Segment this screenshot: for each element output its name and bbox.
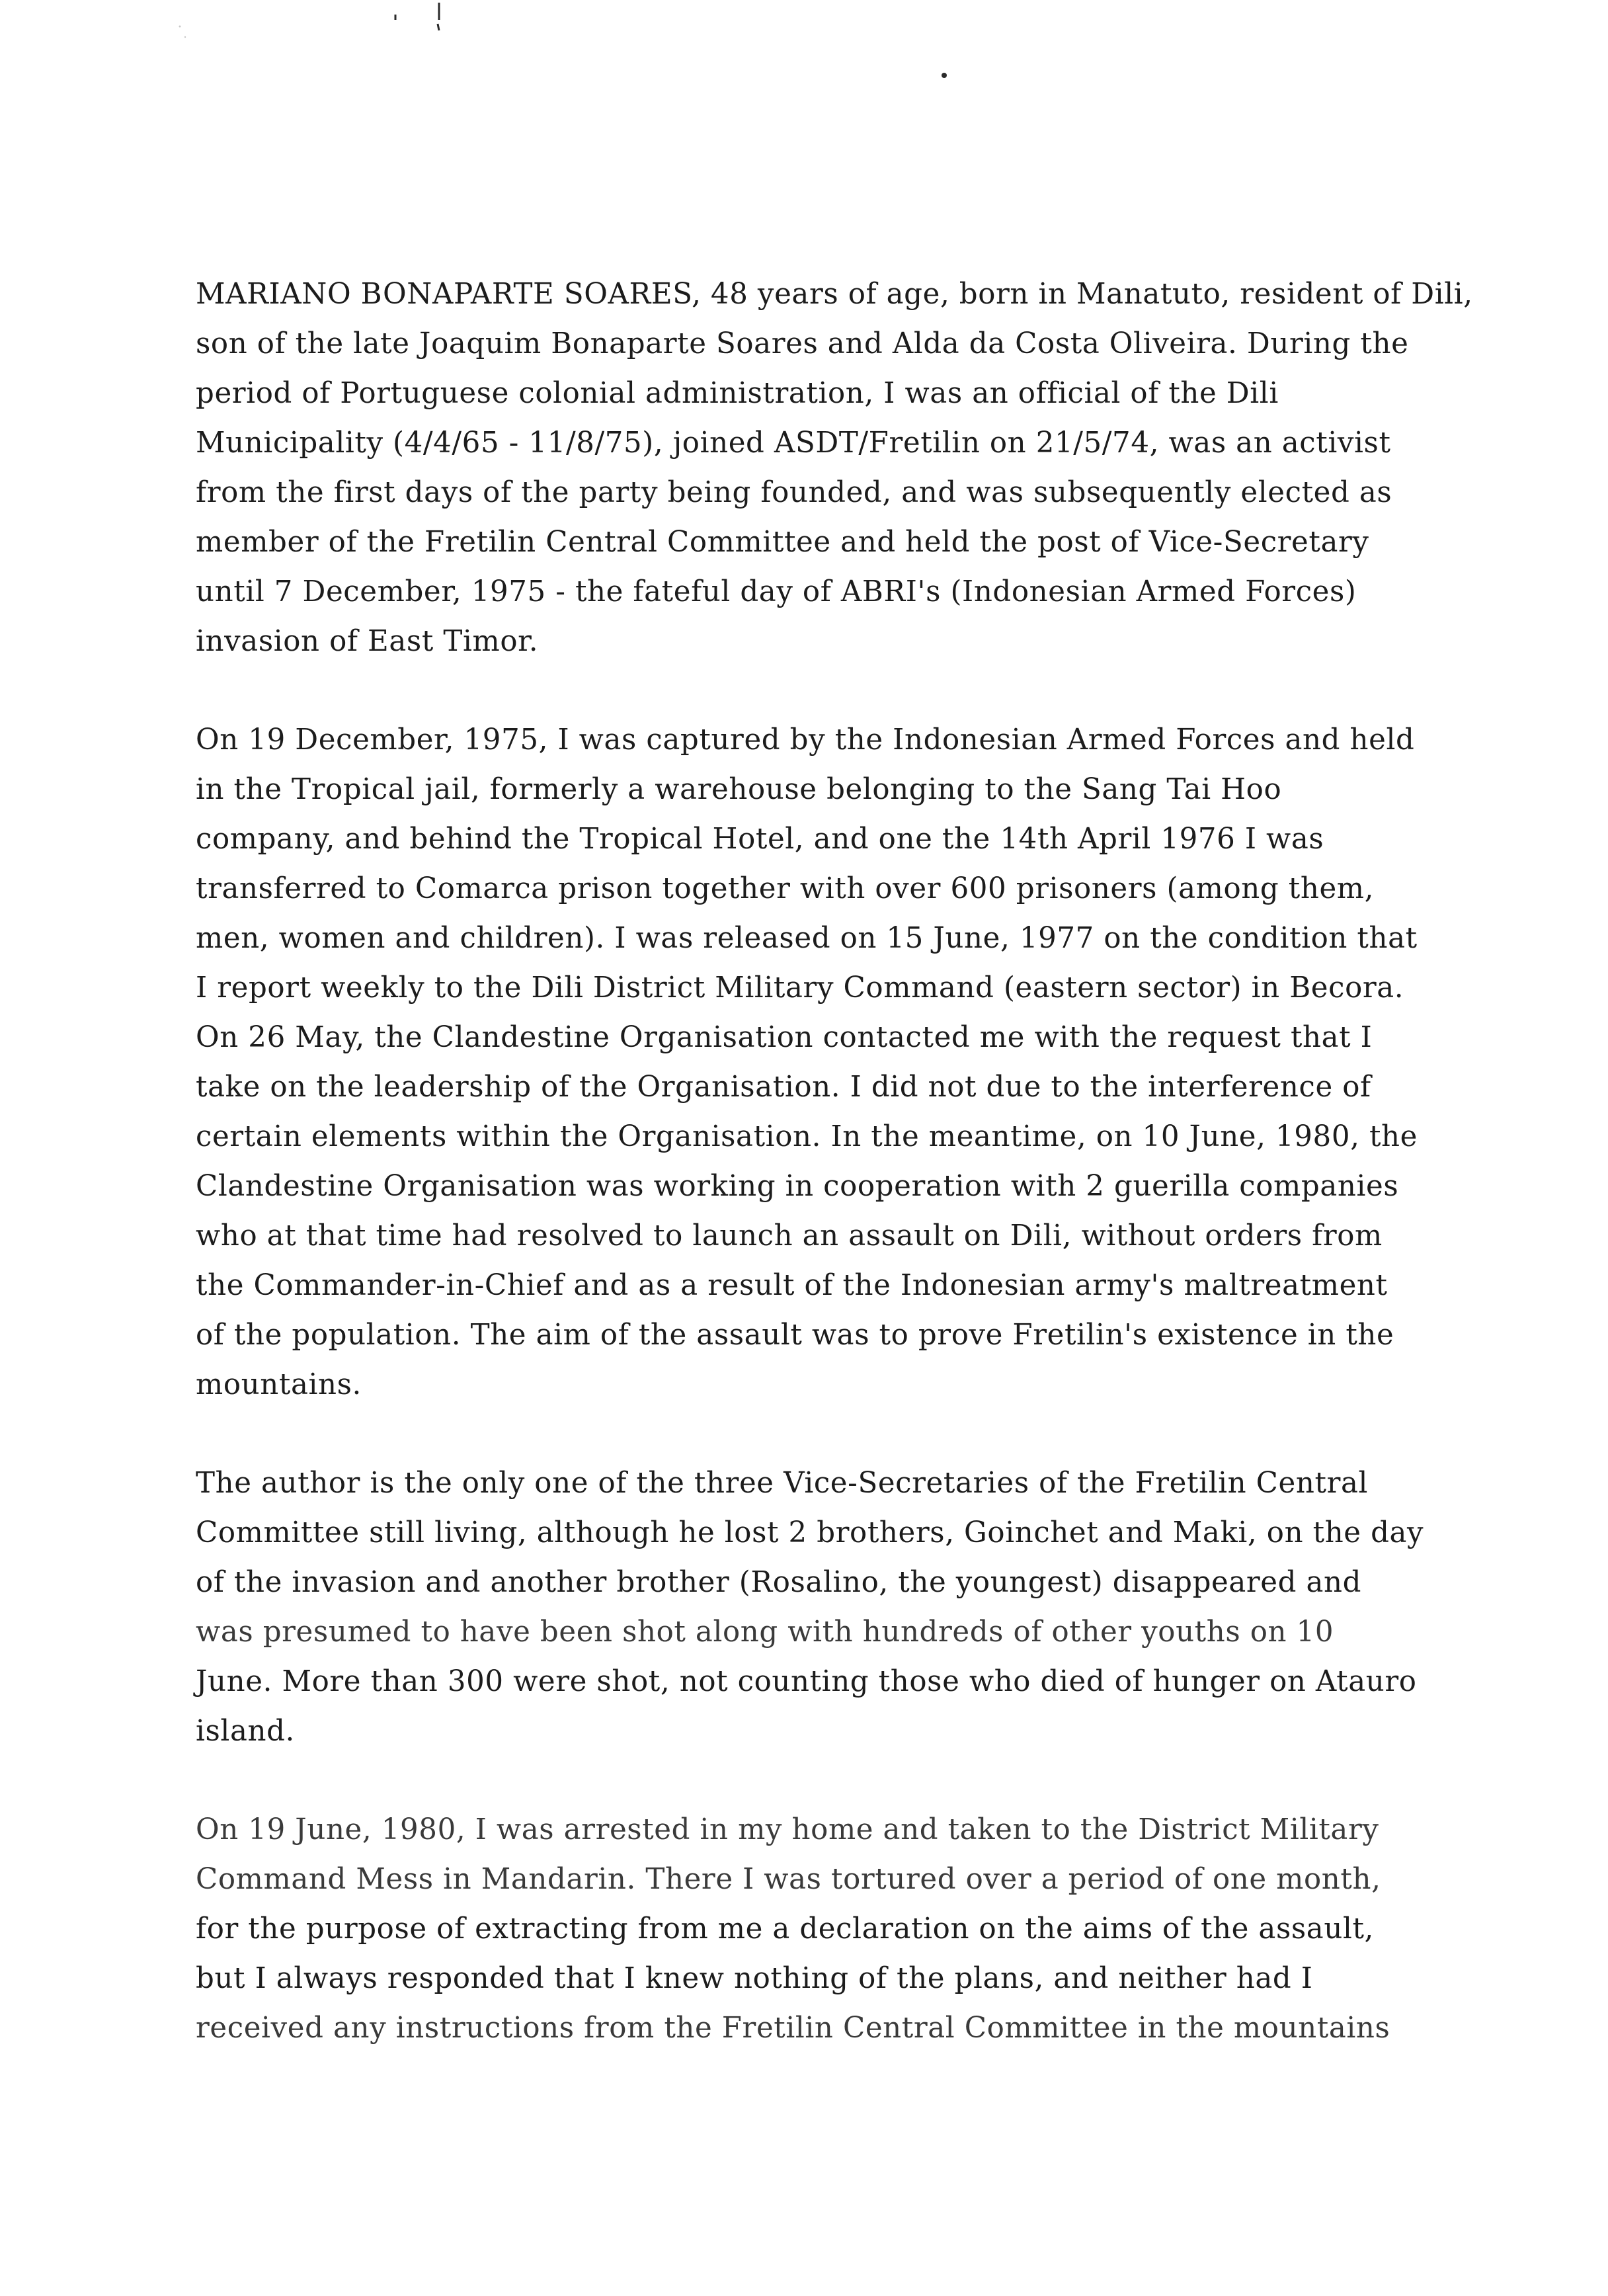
scan-tick-marks <box>395 3 439 30</box>
text-line: On 19 June, 1980, I was arrested in my home and taken to the District Military <box>196 1813 1379 1846</box>
text-line: of the population. The aim of the assault was to prove Fretilin's existence in the <box>196 1319 1394 1352</box>
text-line: invasion of East Timor. <box>196 625 539 658</box>
text-line: but I always responded that I knew nothing of the plans, and neither had I <box>196 1962 1313 1995</box>
text-line: Committee still living, although he lost 2 brothers, Goinchet and Maki, on the day <box>196 1516 1424 1549</box>
text-line: mountains. <box>196 1368 362 1401</box>
text-line: The author is the only one of the three Vice-Secretaries of the Fretilin Central <box>196 1467 1369 1500</box>
text-line: son of the late Joaquim Bonaparte Soares and Alda da Costa Oliveira. During the <box>196 327 1409 360</box>
scan-speck-cluster-left <box>179 26 186 38</box>
text-line: from the first days of the party being founded, and was subsequently elected as <box>196 476 1392 509</box>
document-body <box>196 270 1492 2102</box>
text-line: of the invasion and another brother (Rosalino, the youngest) disappeared and <box>196 1566 1362 1599</box>
paragraph-capture <box>196 716 1492 1410</box>
text-line: Municipality (4/4/65 - 11/8/75), joined ASDT/Fretilin on 21/5/74, was an activist <box>196 427 1391 460</box>
text-line: was presumed to have been shot along with hundreds of other youths on 10 <box>196 1616 1334 1649</box>
text-line: Command Mess in Mandarin. There I was tortured over a period of one month, <box>196 1863 1381 1896</box>
text-line: certain elements within the Organisation. In the meantime, on 10 June, 1980, the <box>196 1120 1418 1153</box>
text-line: member of the Fretilin Central Committee and held the post of Vice-Secretary <box>196 526 1369 559</box>
text-line: June. More than 300 were shot, not counting those who died of hunger on Atauro <box>196 1665 1417 1698</box>
scan-marks <box>0 0 1608 172</box>
text-line: take on the leadership of the Organisation. I did not due to the interference of <box>196 1071 1371 1104</box>
text-line: men, women and children). I was released on 15 June, 1977 on the condition that <box>196 922 1418 955</box>
text-line: island. <box>196 1715 295 1748</box>
text-line: received any instructions from the Fretilin Central Committee in the mountains <box>196 2012 1390 2045</box>
scan-dot <box>942 73 947 78</box>
paragraph-biography <box>196 270 1492 667</box>
paragraph-author <box>196 1459 1492 1756</box>
text-line: who at that time had resolved to launch an assault on Dili, without orders from <box>196 1219 1383 1252</box>
text-line: until 7 December, 1975 - the fateful day of ABRI's (Indonesian Armed Forces) <box>196 575 1357 608</box>
text-line: On 19 December, 1975, I was captured by the Indonesian Armed Forces and held <box>196 723 1415 757</box>
text-line: transferred to Comarca prison together with over 600 prisoners (among them, <box>196 872 1375 905</box>
text-line: I report weekly to the Dili District Military Command (eastern sector) in Becora. <box>196 971 1404 1004</box>
paragraph-arrest <box>196 1805 1492 2053</box>
text-line: period of Portuguese colonial administration, I was an official of the Dili <box>196 377 1279 410</box>
text-line: the Commander-in-Chief and as a result of the Indonesian army's maltreatment <box>196 1269 1388 1302</box>
text-line: MARIANO BONAPARTE SOARES, 48 years of age, born in Manatuto, resident of Dili, <box>196 278 1473 311</box>
text-line: company, and behind the Tropical Hotel, and one the 14th April 1976 I was <box>196 823 1324 856</box>
text-line: Clandestine Organisation was working in cooperation with 2 guerilla companies <box>196 1170 1399 1203</box>
text-line: in the Tropical jail, formerly a warehouse belonging to the Sang Tai Hoo <box>196 773 1282 806</box>
text-line: for the purpose of extracting from me a declaration on the aims of the assault, <box>196 1912 1374 1946</box>
text-line: On 26 May, the Clandestine Organisation contacted me with the request that I <box>196 1021 1373 1054</box>
